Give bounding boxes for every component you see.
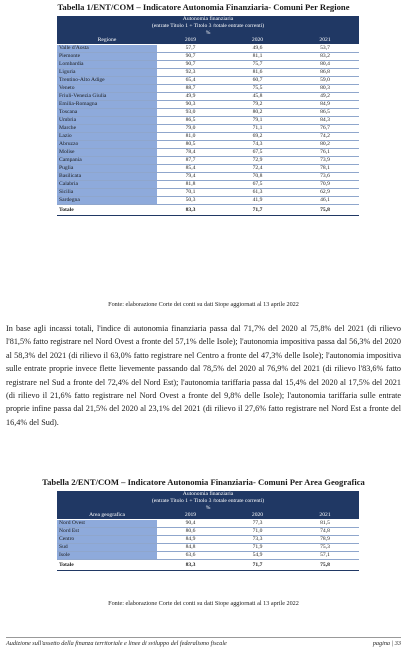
row-value: 63,6 — [157, 552, 224, 560]
table-row — [57, 141, 359, 149]
row-value: 53,7 — [291, 45, 359, 53]
row-label: Marche — [57, 125, 157, 133]
row-label: Abruzzo — [57, 141, 157, 149]
row-value: 79,0 — [157, 125, 224, 133]
row-value: 59,0 — [291, 77, 359, 85]
table2-header-line3: % — [57, 505, 359, 512]
row-value: 54,9 — [224, 552, 291, 560]
row-value: 73,3 — [224, 536, 291, 544]
table-row — [57, 173, 359, 181]
row-value: 71,0 — [224, 528, 291, 536]
row-value: 67,5 — [224, 181, 291, 189]
row-value: 73,9 — [291, 157, 359, 165]
row-value: 75,3 — [291, 544, 359, 552]
row-label: Lazio — [57, 133, 157, 141]
row-value: 80,2 — [224, 109, 291, 117]
total-value: 75,8 — [291, 205, 359, 216]
row-value: 75,7 — [224, 61, 291, 69]
table-row — [57, 133, 359, 141]
row-value: 78,4 — [157, 149, 224, 157]
row-value: 69,2 — [224, 133, 291, 141]
body-paragraph: In base agli incassi totali, l'indice di autonomia finanziaria passa dal 71,7% del 2020 al 75,8% del 2021 (di rilievo l'81,5% fatto registrare nel Nord Ovest a fronte del 57,1% delle Isole); l'autonomia impositiva passa dal 56,3% del 2020 al 58,3% del 2021 (di rilievo il 63,0% fatto registrare nel Centro a fronte del 47,3% delle Isole); l'autonomia impositiva sulle entrate proprie invece flette lievemente passando dal 78,5% del 2020 al 76,9% del 2021 (di rilievo l'83,6% fatto registrare nel Sud a fronte del 72,4% del Nord Est); l'autonomia tariffaria passa dal 15,4% del 2020 al 17,5% del 2021 (di rilievo il 21,6% fatto registrare nel Nord Ovest a fronte del 9,8% delle Isole); l'autonomia tariffaria sulle entrate proprie infine passa dal 21,5% del 2020 al 23,1% del 2021 (di rilievo il 27,6% fatto registrare nel Nord Est a fronte del 16,4% del Sud). — [6, 324, 401, 427]
table-row — [57, 189, 359, 197]
row-label: Veneto — [57, 85, 157, 93]
table1 — [57, 16, 359, 216]
row-value: 46,1 — [291, 197, 359, 205]
row-value: 80,4 — [291, 61, 359, 69]
row-value: 80,5 — [157, 141, 224, 149]
table1-year-2020: 2020 — [224, 37, 291, 45]
table-row — [57, 536, 359, 544]
row-label: Sud — [57, 544, 157, 552]
table2-title: Tabella 2/ENT/COM – Indicatore Autonomia Finanziaria- Comuni Per Area Geografica — [42, 477, 365, 487]
row-value: 93,0 — [157, 109, 224, 117]
row-value: 49,9 — [157, 93, 224, 101]
row-value: 41,9 — [224, 197, 291, 205]
row-value: 81,6 — [224, 69, 291, 77]
row-value: 72,4 — [224, 165, 291, 173]
row-value: 81,5 — [291, 520, 359, 528]
table2 — [57, 491, 359, 571]
row-label: Lombardia — [57, 61, 157, 69]
row-value: 78,1 — [291, 165, 359, 173]
table2-header-line1: Autonomia finanziaria — [57, 491, 359, 498]
row-label: Centro — [57, 536, 157, 544]
total-row — [57, 205, 359, 216]
row-label: Friuli-Venezia Giulia — [57, 93, 157, 101]
row-value: 79,4 — [157, 173, 224, 181]
row-value: 57,7 — [157, 45, 224, 53]
row-label: Toscana — [57, 109, 157, 117]
row-value: 79,1 — [224, 117, 291, 125]
row-value: 81,8 — [157, 181, 224, 189]
row-value: 70,8 — [224, 173, 291, 181]
table-row — [57, 165, 359, 173]
row-value: 71,1 — [224, 125, 291, 133]
table2-header-line2: (entrate Titolo 1 + Titolo 3 /totale entrate correnti) — [57, 498, 359, 505]
row-label: Trentino-Alto Adige — [57, 77, 157, 85]
table2-year-2020: 2020 — [224, 512, 291, 520]
total-label: Totale — [57, 205, 157, 216]
table1-title: Tabella 1/ENT/COM – Indicatore Autonomia Finanziaria- Comuni Per Regione — [57, 2, 350, 12]
row-value: 50,3 — [157, 197, 224, 205]
table-row — [57, 157, 359, 165]
row-value: 62,9 — [291, 189, 359, 197]
table1-header-line2: (entrate Titolo 1 + Titolo 3 /totale entrate correnti) — [57, 23, 359, 30]
footer-rule — [6, 637, 401, 638]
table-row — [57, 528, 359, 536]
row-value: 90,7 — [157, 53, 224, 61]
total-label: Totale — [57, 560, 157, 571]
table-row — [57, 125, 359, 133]
row-label: Campania — [57, 157, 157, 165]
row-value: 90,7 — [157, 61, 224, 69]
table-row — [57, 520, 359, 528]
table-row — [57, 109, 359, 117]
row-value: 75,5 — [224, 85, 291, 93]
table1-header-line3: % — [57, 30, 359, 37]
row-value: 73,6 — [291, 173, 359, 181]
row-label: Emilia-Romagna — [57, 101, 157, 109]
footer-title: Audizione sull'assetto della finanza territoriale e linee di sviluppo del federalismo fiscale — [6, 640, 227, 647]
row-label: Sardegna — [57, 197, 157, 205]
row-value: 87,7 — [157, 157, 224, 165]
row-value: 92,3 — [157, 69, 224, 77]
row-value: 86,5 — [157, 117, 224, 125]
total-value: 75,8 — [291, 560, 359, 571]
row-value: 84,8 — [157, 544, 224, 552]
row-value: 61,3 — [224, 189, 291, 197]
row-label: Puglia — [57, 165, 157, 173]
row-value: 81,0 — [157, 133, 224, 141]
row-value: 74,2 — [291, 133, 359, 141]
row-value: 57,1 — [291, 552, 359, 560]
row-value: 90,3 — [157, 101, 224, 109]
row-value: 86,5 — [291, 109, 359, 117]
row-value: 65,4 — [157, 77, 224, 85]
table-row — [57, 69, 359, 77]
row-value: 86,8 — [291, 69, 359, 77]
table1-header-line1: Autonomia finanziaria — [57, 16, 359, 23]
row-value: 84,9 — [291, 101, 359, 109]
table-row — [57, 85, 359, 93]
table2-year-2021: 2021 — [291, 512, 359, 520]
row-label: Valle d'Aosta — [57, 45, 157, 53]
table-row — [57, 181, 359, 189]
row-value: 80,3 — [291, 85, 359, 93]
table-row — [57, 544, 359, 552]
row-label: Basilicata — [57, 173, 157, 181]
row-label: Nord Est — [57, 528, 157, 536]
total-value: 83,3 — [157, 560, 224, 571]
row-value: 80,6 — [157, 528, 224, 536]
row-label: Umbria — [57, 117, 157, 125]
row-value: 71,9 — [224, 544, 291, 552]
table-row — [57, 101, 359, 109]
row-value: 45,8 — [224, 93, 291, 101]
row-label: Isole — [57, 552, 157, 560]
row-label: Calabria — [57, 181, 157, 189]
row-value: 74,8 — [291, 528, 359, 536]
table-row — [57, 149, 359, 157]
total-value: 71,7 — [224, 205, 291, 216]
row-value: 49,6 — [224, 45, 291, 53]
total-value: 83,3 — [157, 205, 224, 216]
row-value: 84,9 — [157, 536, 224, 544]
table2-col-label: Area geografica — [57, 512, 157, 520]
row-value: 60,7 — [224, 77, 291, 85]
row-value: 78,9 — [291, 536, 359, 544]
row-value: 80,2 — [291, 141, 359, 149]
table-row — [57, 552, 359, 560]
row-value: 77,3 — [224, 520, 291, 528]
row-label: Nord Ovest — [57, 520, 157, 528]
row-label: Molise — [57, 149, 157, 157]
table-row — [57, 45, 359, 53]
total-value: 71,7 — [224, 560, 291, 571]
table2-source: Fonte: elaborazione Corte dei conti su dati Siope aggiornati al 13 aprile 2022 — [108, 600, 299, 607]
table1-year-2021: 2021 — [291, 37, 359, 45]
row-value: 49,2 — [291, 93, 359, 101]
page-number: pagina | 33 — [372, 640, 401, 647]
table1-source: Fonte: elaborazione Corte dei conti su dati Siope aggiornati al 13 aprile 2022 — [108, 301, 299, 308]
table2-year-2019: 2019 — [157, 512, 224, 520]
row-value: 90,4 — [157, 520, 224, 528]
row-label: Piemonte — [57, 53, 157, 61]
table-row — [57, 93, 359, 101]
row-value: 76,1 — [291, 149, 359, 157]
row-label: Sicilia — [57, 189, 157, 197]
table1-year-2019: 2019 — [157, 37, 224, 45]
row-value: 70,1 — [157, 189, 224, 197]
table1-col-label: Regione — [57, 37, 157, 45]
row-value: 81,1 — [224, 53, 291, 61]
row-value: 79,2 — [224, 101, 291, 109]
row-value: 67,5 — [224, 149, 291, 157]
row-value: 70,9 — [291, 181, 359, 189]
table-row — [57, 61, 359, 69]
table-row — [57, 117, 359, 125]
row-value: 83,2 — [291, 53, 359, 61]
table-row — [57, 77, 359, 85]
row-value: 72,9 — [224, 157, 291, 165]
row-value: 88,7 — [157, 85, 224, 93]
row-value: 85,4 — [157, 165, 224, 173]
table-row — [57, 53, 359, 61]
row-label: Liguria — [57, 69, 157, 77]
table-row — [57, 197, 359, 205]
row-value: 84,3 — [291, 117, 359, 125]
total-row — [57, 560, 359, 571]
row-value: 76,7 — [291, 125, 359, 133]
row-value: 74,3 — [224, 141, 291, 149]
